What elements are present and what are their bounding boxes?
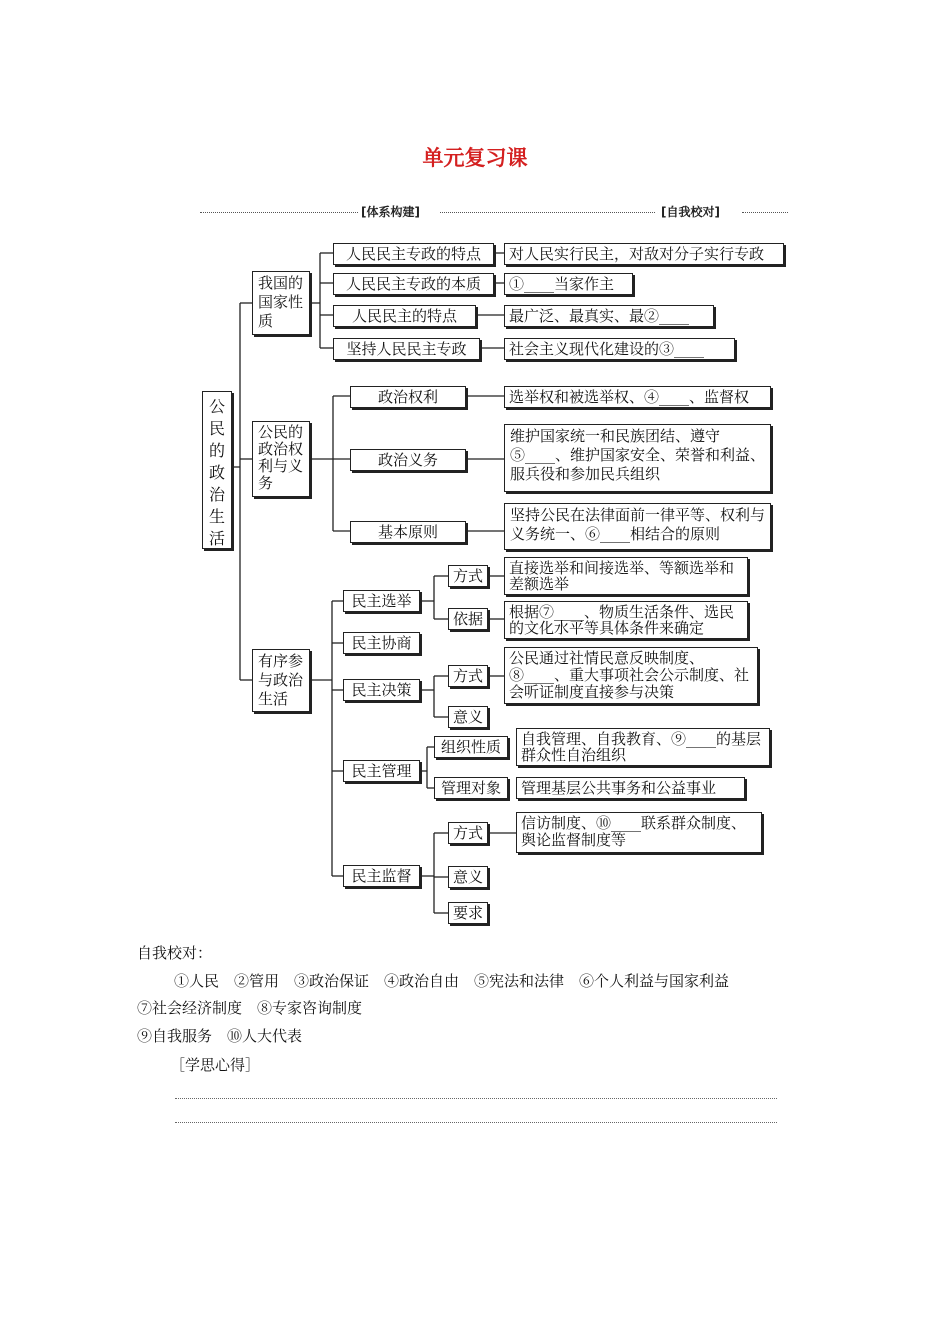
content-supervision-mode: 信访制度、⑩____联系群众制度、舆论监督制度等 <box>516 812 762 853</box>
content-management-object: 管理基层公共事务和公益事业 <box>516 777 745 799</box>
node-democracy-features: 人民民主的特点 <box>333 305 476 327</box>
root-node: 公民的政治生活 <box>202 391 232 549</box>
content-basic-principles: 坚持公民在法律面前一律平等、权利与义务统一、⑥____相结合的原则 <box>504 503 771 550</box>
content-election-mode: 直接选举和间接选举、等额选举和差额选举 <box>504 557 748 595</box>
content-dictatorship-features: 对人民实行民主，对敌对分子实行专政 <box>504 243 784 265</box>
content-democracy-features: 最广泛、最真实、最②____ <box>504 305 714 327</box>
content-organization-nature: 自我管理、自我教育、⑨____的基层群众性自治组织 <box>516 728 770 766</box>
content-uphold-dictatorship: 社会主义现代化建设的③____ <box>504 338 735 360</box>
node-decision-meaning: 意义 <box>448 706 488 728</box>
node-supervision-mode: 方式 <box>448 822 488 844</box>
node-democratic-supervision: 民主监督 <box>343 865 420 887</box>
group-rights-duties: 公民的政治权利与义务 <box>252 421 310 497</box>
group-orderly-participation: 有序参与政治生活 <box>252 649 310 712</box>
content-decision-mode: 公民通过社情民意反映制度、⑧____、重大事项社会公示制度、社会听证制度直接参与决策 <box>504 647 758 704</box>
node-decision-mode: 方式 <box>448 665 488 687</box>
node-dictatorship-features: 人民民主专政的特点 <box>333 243 494 265</box>
content-dictatorship-essence: ①____当家作主 <box>504 273 633 295</box>
answers-line-3: ⑨自我服务 ⑩人大代表 <box>137 1027 303 1045</box>
content-election-basis: 根据⑦____、物质生活条件、选民的文化水平等具体条件来确定 <box>504 601 748 639</box>
node-management-object: 管理对象 <box>434 777 508 799</box>
page-title: 单元复习课 <box>422 146 528 170</box>
node-election-basis: 依据 <box>448 608 488 630</box>
node-organization-nature: 组织性质 <box>434 736 508 758</box>
notes-line-1 <box>175 1098 777 1099</box>
node-democratic-election: 民主选举 <box>343 590 420 612</box>
group-national-nature: 我国的国家性质 <box>252 271 310 335</box>
section-label-check: [自我校对] <box>661 205 720 219</box>
node-democratic-management: 民主管理 <box>343 760 420 782</box>
answers-heading: 自我校对： <box>137 944 213 962</box>
node-democratic-consultation: 民主协商 <box>343 632 420 654</box>
answers-line-2: ⑦社会经济制度 ⑧专家咨询制度 <box>137 999 363 1017</box>
answers-line-1: ①人民 ②管用 ③政治保证 ④政治自由 ⑤宪法和法律 ⑥个人利益与国家利益 <box>174 972 730 990</box>
node-uphold-dictatorship: 坚持人民民主专政 <box>333 338 480 360</box>
notes-line-2 <box>175 1122 777 1123</box>
notes-heading: ［学思心得］ <box>170 1056 261 1074</box>
node-supervision-meaning: 意义 <box>448 866 488 888</box>
content-political-duties: 维护国家统一和民族团结、遵守⑤____、维护国家安全、荣誉和利益、服兵役和参加民兵组织 <box>504 424 771 492</box>
node-dictatorship-essence: 人民民主专政的本质 <box>333 273 494 295</box>
node-political-duties: 政治义务 <box>350 449 466 471</box>
content-political-rights: 选举权和被选举权、④____、监督权 <box>504 386 771 408</box>
node-political-rights: 政治权利 <box>350 386 466 408</box>
section-label-structure: [体系构建] <box>361 205 420 219</box>
node-basic-principles: 基本原则 <box>350 521 466 543</box>
node-democratic-decision: 民主决策 <box>343 679 420 701</box>
node-supervision-requirement: 要求 <box>448 902 488 924</box>
node-election-mode: 方式 <box>448 565 488 587</box>
